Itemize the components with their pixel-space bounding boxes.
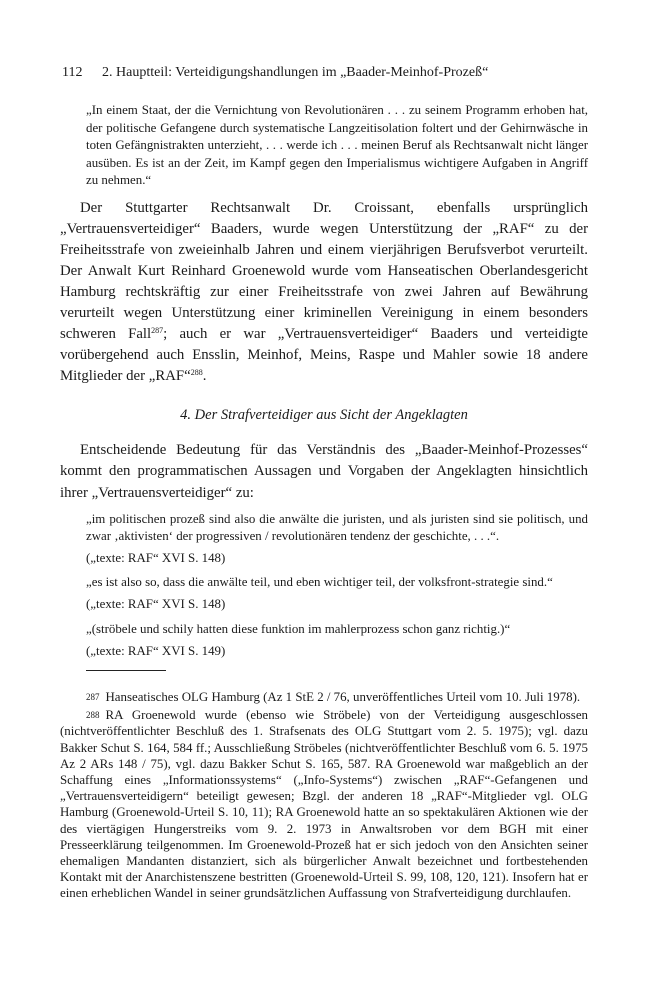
footnote-number: 288 bbox=[86, 710, 100, 721]
paragraph1-text-c: . bbox=[202, 368, 207, 385]
paragraph1-text-b: ; auch er war „Vertrauensverteidiger“ Baaders und verteidigte vorübergehend auch Ensslin, Meinhof, Meins, Raspe und Mahler sowie 18 andere Mitglieder der „RAF“ bbox=[60, 326, 589, 385]
running-header bbox=[60, 64, 588, 82]
paragraph-programmatic-statements: Entscheidende Bedeutung für das Verständnis des „Baader-Meinhof-Prozesses“ kommt den programmatischen Aussagen und Vorgaben der Angeklagten hinsichtlich ihrer „Vertrauensverteidiger“ zu: bbox=[60, 442, 588, 501]
running-title: 2. Hauptteil: Verteidigungshandlungen im „Baader-Meinhof-Prozeß“ bbox=[102, 65, 489, 80]
quote-item: „es ist also so, dass die anwälte teil, und eben wichtiger teil, der volksfront-strategie sind.“ bbox=[86, 575, 553, 590]
opening-quote: „In einem Staat, der die Vernichtung von Revolutionären . . . zu seinem Programm erhoben hat, der politische Gefangene durch systematische Langzeitisolation foltert und der Gehirnwäsche in toten Gefängnistrakten unterzieht, . . . werde ich . . . meinen Beruf als Rechtsanwalt nicht länger ausüben. Es ist an der Zeit, im Kampf gegen den Imperialismus wichtigere Aufgaben in Angriff zu nehmen.“ bbox=[86, 103, 588, 187]
paragraph1-text-a: Der Stuttgarter Rechtsanwalt Dr. Croissant, ebenfalls ursprünglich „Vertrauensverteidiger“ Baaders, wurde wegen Unterstützung der „RAF“ zu der Freiheitsstrafe von zweieinhalb Jahren und einem vierjährigen Berufsverbot verurteilt. Der Anwalt Kurt Reinhard Groenewold wurde vom Hanseatischen Oberlandesgericht Hamburg rechtskräftig zur einer Freiheitsstrafe von zwei Jahren auf Bewährung verurteilt wegen Unterstützung einer kriminellen Vereinigung in einem besonders schweren Fall bbox=[60, 199, 588, 343]
quote-item: „(ströbele und schily hatten diese funktion im mahlerprozess schon ganz richtig.)“ bbox=[86, 621, 511, 636]
page-number: 112 bbox=[62, 65, 83, 80]
quote-item: „im politischen prozeß sind also die anwälte die juristen, und als juristen sind sie politisch, und zwar ‚aktivisten‘ der progressiven / revolutionären tendenz der geschichte, . . .“. bbox=[86, 511, 588, 543]
quote-source: („texte: RAF“ XVI S. 148) bbox=[86, 597, 226, 612]
footnote-287 bbox=[60, 689, 588, 705]
paragraph-croissant-groenewold bbox=[60, 198, 588, 388]
footnote-divider bbox=[86, 670, 166, 671]
quote-list bbox=[86, 511, 588, 660]
footnote-ref-287[interactable]: 287 bbox=[151, 326, 164, 336]
footnote-text: Hanseatisches OLG Hamburg (Az 1 StE 2 / 76, unveröffentliches Urteil vom 10. Juli 1978). bbox=[105, 690, 581, 705]
section-heading: 4. Der Strafverteidiger aus Sicht der Angeklagten bbox=[180, 407, 468, 424]
quote-source: („texte: RAF“ XVI S. 148) bbox=[86, 551, 226, 566]
quote-source: („texte: RAF“ XVI S. 149) bbox=[86, 643, 226, 658]
footnote-text: RA Groenewold wurde (ebenso wie Ströbele) von der Verteidigung ausgeschlossen (nichtveröffentlichter Beschluß des 1. Strafsenats des OLG Stuttgart vom 2. 5. 1975); vgl. dazu Bakker Schut S. 164, 584 ff.; Ausschließung Ströbeles (nichtveröffentlichter Beschluß vom 6. 5. 1975 Az 2 ARs 148 / 75), vgl. dazu Bakker Schut S. 165, 587. RA Groenewold war maßgeblich an der Schaffung eines „Informationssystems“ („Info-Systems“) zwischen „RAF“-Gefangenen und „Vertrauensverteidigern“ beteiligt gewesen; Bzgl. der anderen 18 „RAF“-Mitglieder vgl. OLG Hamburg (Groenewold-Urteil S. 10, 11); RA Groenewold hatte an so spektakulären Aktionen wie der des viertägigen Hungerstreiks vom 9. 2. 1973 in Anwaltsroben vor dem BGH mit einer Presseerklärung teilgenommen. Im Groenewold-Prozeß hat er sich jedoch von den Ansichten seiner ehemaligen Mandanten distanziert, sich als bürgerlicher Anwalt bezeichnet und fortbestehenden Kontakt mit der Anarchistenszene bestritten (Groenewold-Urteil S. 99, 108, 120, 121). Insofern hat er einen erheblichen Wandel in seiner grundsätzlichen Auffassung von Strafverteidigung durchlaufen. bbox=[60, 708, 588, 901]
book-page bbox=[60, 64, 588, 904]
footnotes bbox=[60, 689, 588, 902]
footnote-number: 287 bbox=[86, 692, 100, 703]
footnote-ref-288[interactable]: 288 bbox=[190, 368, 203, 378]
footnote-288 bbox=[60, 707, 588, 901]
